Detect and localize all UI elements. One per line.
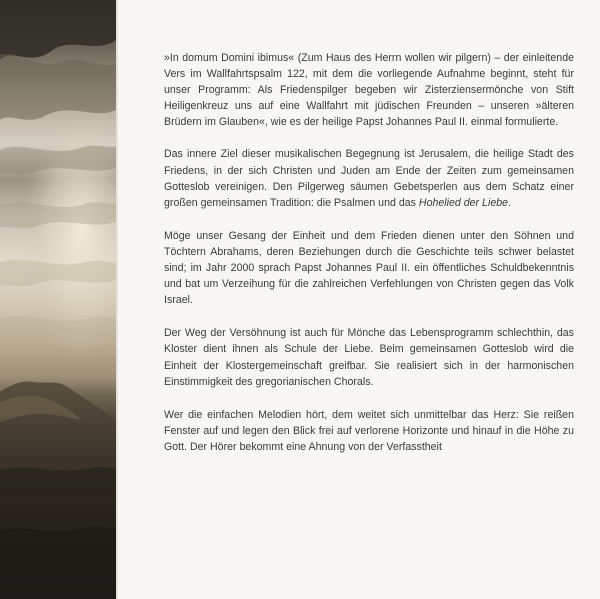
- landscape-photo: [0, 0, 116, 599]
- paragraph-3: Möge unser Gesang der Einheit und dem Frieden dienen unter den Söhnen und Töchtern Abrahams, deren Beziehungen durch die Geschichte teils schwer belastet sind; im Jahr 2000 sprach Papst Johannes Paul II. ein öffentliches Schuldbekenntnis und bat um Verzeihung für die zahlreichen Verfehlungen von Christen gegen das Volk Israel.: [164, 229, 574, 307]
- paragraph-2: [164, 146, 574, 210]
- paragraph-2-end: .: [508, 196, 511, 209]
- body-text: [164, 50, 574, 455]
- paragraph-2-italic-title: Hohelied der Liebe: [418, 196, 509, 209]
- paragraph-5: Wer die einfachen Melodien hört, dem weitet sich unmittelbar das Herz: Sie reißen Fenster auf und legen den Blick frei auf verlorene Horizonte und hinauf in die Höhe zu Gott. Der Hörer bekommt eine Ahnung von der Verfasstheit: [164, 408, 574, 453]
- paragraph-2-text: Das innere Ziel dieser musikalischen Begegnung ist Jerusalem, die heilige Stadt des Friedens, in der sich Christen und Juden am Ende der Zeiten zum gemeinsamen Gotteslob vereinigen. Den Pilgerweg säumen Gebetsperlen aus dem Schatz einer großen gemeinsamen Tradition: die Psalmen und das: [164, 148, 574, 209]
- paragraph-4: Der Weg der Versöhnung ist auch für Mönche das Lebensprogramm schlechthin, das Kloster dient ihnen als Schule der Liebe. Beim gemeinsamen Gotteslob wird die Einheit der Klostergemeinschaft greifbar. Sie realisiert sich in der harmonischen Einstimmigkeit des gregorianischen Chorals.: [164, 327, 574, 388]
- mountain-sky-icon: [0, 0, 116, 599]
- page-gutter: [116, 0, 118, 599]
- paragraph-1: »In domum Domini ibimus« (Zum Haus des Herrn wollen wir pilgern) – der einleitende Vers im Wallfahrtspsalm 122, mit dem die vorliegende Aufnahme beginnt, steht für unser Programm: Als Friedenspilger begeben wir Zisterziensermönche von Stift Heiligenkreuz uns auf eine Wallfahrt mit jüdischen Freunden – unseren »älteren Brüdern im Glauben«, wie es der heilige Papst Johannes Paul II. einmal formulierte.: [164, 52, 574, 129]
